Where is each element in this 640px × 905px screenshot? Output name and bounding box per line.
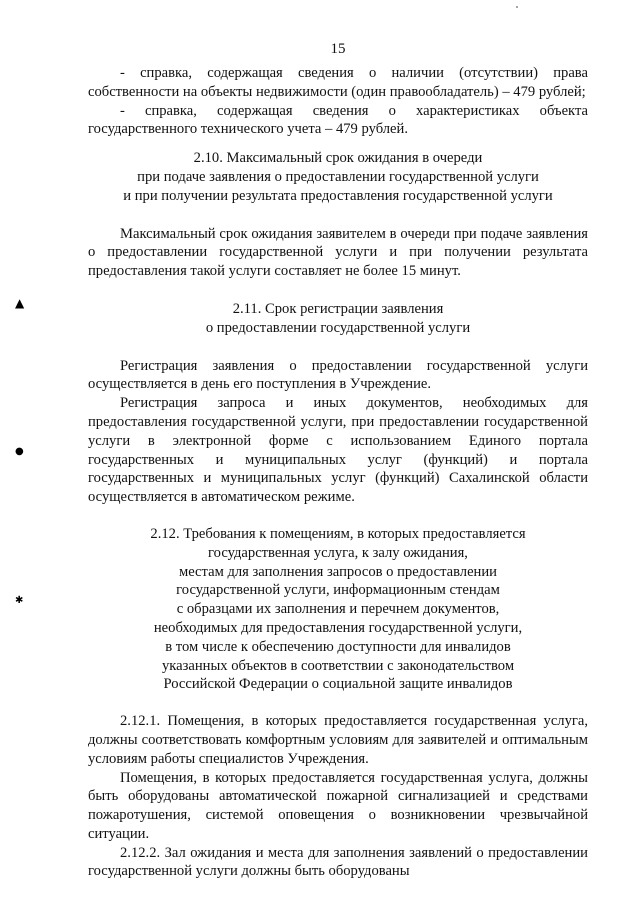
heading-line: 2.10. Максимальный срок ожидания в очереди [193, 150, 483, 167]
heading-line: в том числе к обеспечению доступности для инвалидов [165, 638, 511, 655]
heading-line: 2.12. Требования к помещениям, в которых предоставляется [150, 525, 526, 542]
page-content [88, 64, 588, 881]
paragraph-2-12-1-fire-safety: Помещения, в которых предоставляется государственная услуга, должны быть оборудованы автоматической пожарной сигнализацией и средствами пожаротушения, системой оповещения о возникновении чрезвычайной ситуации. [88, 769, 588, 842]
paragraph-2-11-electronic: Регистрация запроса и иных документов, необходимых для предоставления государственной услуги, при предоставлении государственной услуги в электронной форме с использованием Единого портала государственных и муниципальных услуг (функций) и портала государственных и муниципальных услуг (функций) Сахалинской области осуществляется в автоматическом режиме. [88, 395, 588, 506]
paragraph-2-11-registration: Регистрация заявления о предоставлении государственной услуги осуществляется в день его поступления в Учреждение. [88, 357, 588, 393]
heading-line: при подаче заявления о предоставлении государственной услуги [137, 168, 539, 185]
fee-item-ownership-certificate: - справка, содержащая сведения о наличии (отсутствии) права собственности на объекты недвижимости (один правообладатель) – 479 рублей; [88, 65, 588, 100]
scan-mark: ✱ [15, 595, 24, 606]
heading-line: государственной услуги, информационным стендам [176, 582, 500, 599]
paragraph-2-12-1: 2.12.1. Помещения, в которых предоставляется государственная услуга, должны соответствовать комфортным условиям для заявителей и оптимальным условиям работы специалистов Учреждения. [88, 713, 588, 767]
heading-line: 2.11. Срок регистрации заявления [232, 300, 444, 317]
paragraph-2-10: Максимальный срок ожидания заявителем в очереди при подаче заявления о предоставлении государственной услуги и при получении результата предоставления такой услуги составляет не более 15 минут. [88, 225, 588, 280]
scan-mark: ● [15, 446, 24, 457]
scan-mark: ▲ [15, 296, 25, 310]
heading-line: местам для заполнения запросов о предоставлении [178, 563, 497, 580]
heading-line: необходимых для предоставления государственной услуги, [153, 619, 523, 636]
heading-line: Российской Федерации о социальной защите инвалидов [163, 676, 513, 693]
section-heading-2-11 [88, 300, 588, 338]
heading-line: указанных объектов в соответствии с законодательством [161, 657, 515, 674]
document-page [88, 0, 588, 905]
heading-line: государственная услуга, к залу ожидания, [208, 544, 468, 561]
heading-line: и при получении результата предоставления государственной услуги [123, 187, 553, 204]
page-number: 15 [330, 41, 346, 57]
section-heading-2-12 [88, 525, 588, 694]
paragraph-2-12-2: 2.12.2. Зал ожидания и места для заполнения заявлений о предоставлении государственной услуги должны быть оборудованы [88, 844, 588, 880]
heading-line: с образцами их заполнения и перечнем документов, [176, 601, 500, 618]
fee-item-technical-certificate: - справка, содержащая сведения о характеристиках объекта государственного технического учета – 479 рублей. [88, 102, 588, 138]
heading-line: о предоставлении государственной услуги [205, 319, 471, 336]
section-heading-2-10 [88, 149, 588, 205]
